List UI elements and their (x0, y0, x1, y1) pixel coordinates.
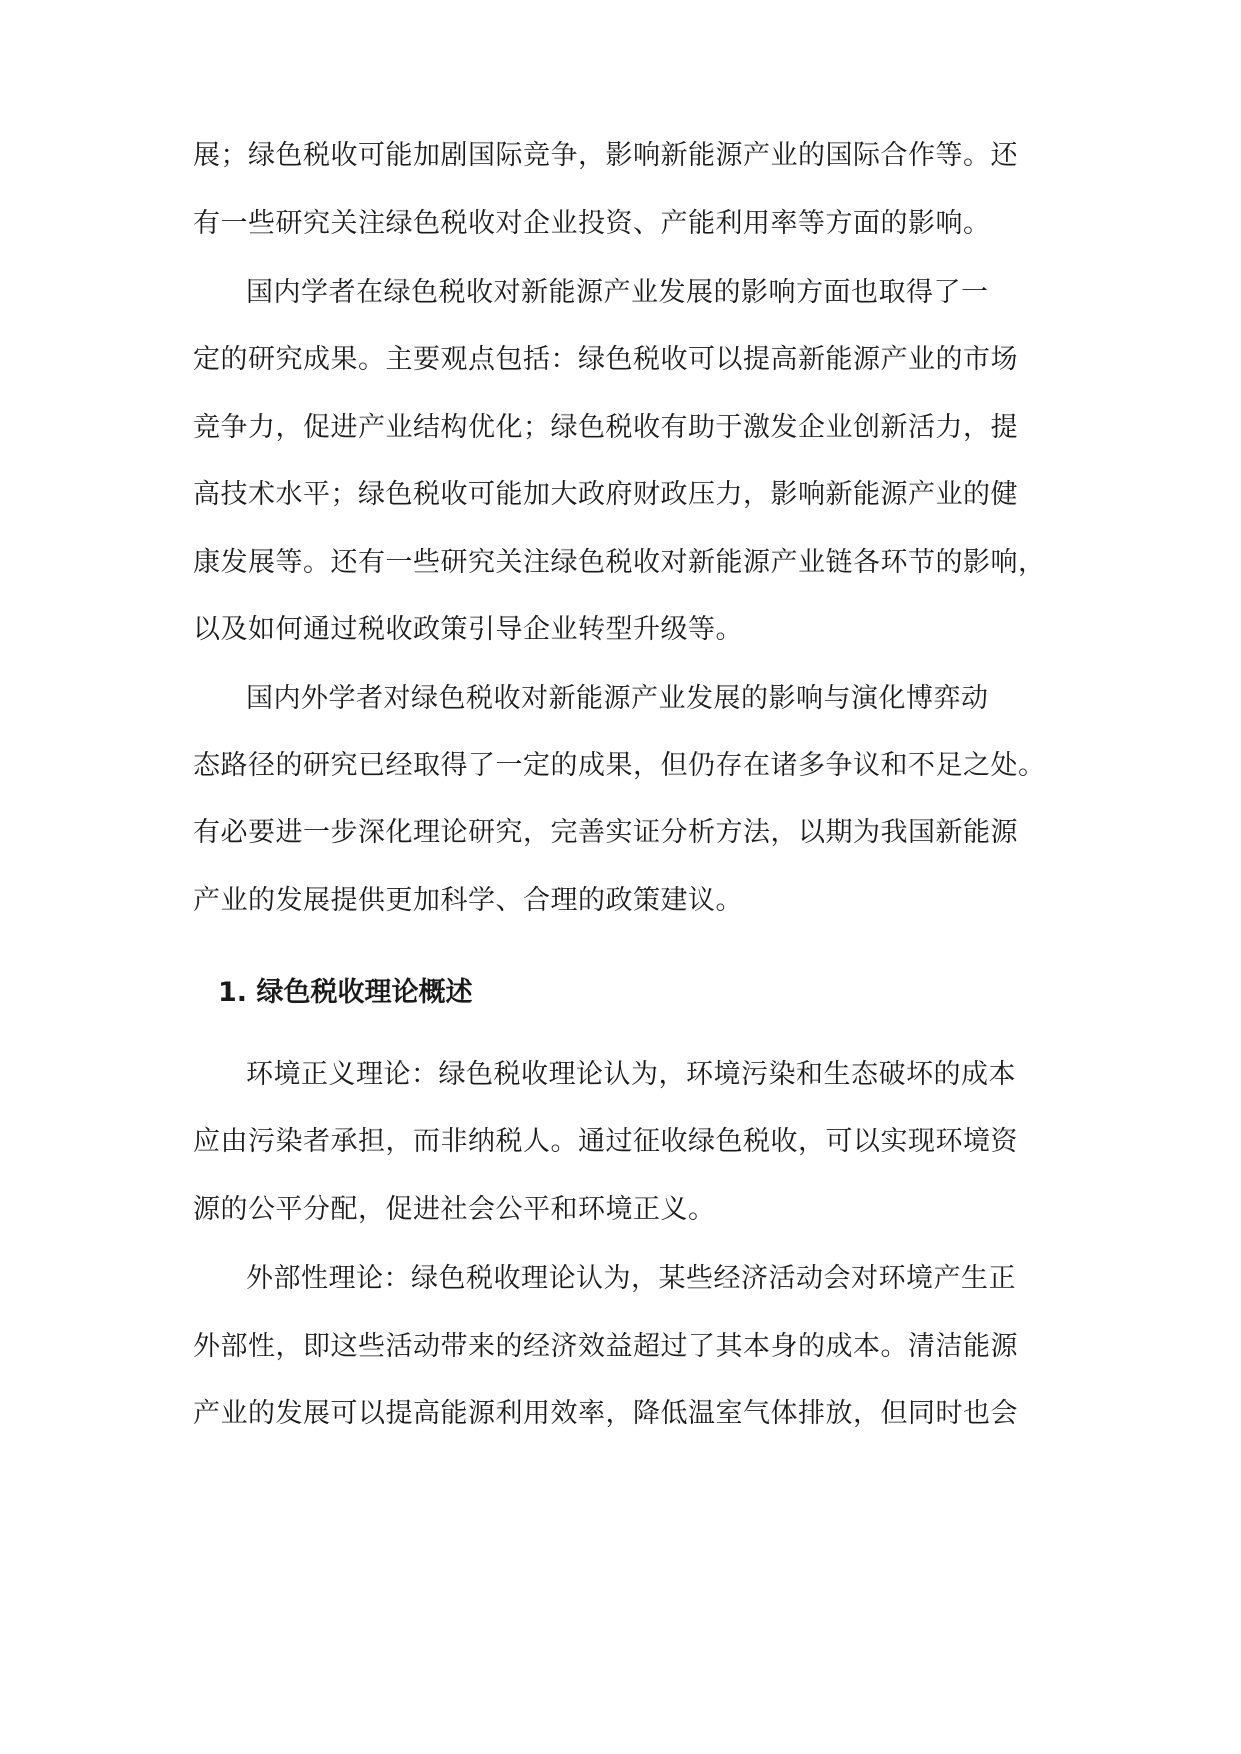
paragraph-line: 有必要进一步深化理论研究，完善实证分析方法，以期为我国新能源 (193, 817, 1018, 848)
paragraph-line: 定的研究成果。主要观点包括：绿色税收可以提高新能源产业的市场 (193, 344, 1018, 375)
paragraph-line: 有一些研究关注绿色税收对企业投资、产能利用率等方面的影响。 (193, 208, 991, 239)
paragraph-line: 产业的发展提供更加科学、合理的政策建议。 (193, 885, 743, 916)
paragraph-line: 高技术水平；绿色税收可能加大政府财政压力，影响新能源产业的健 (193, 479, 1018, 510)
paragraph-line: 源的公平分配，促进社会公平和环境正义。 (193, 1194, 716, 1225)
paragraph-line: 以及如何通过税收政策引导企业转型升级等。 (193, 614, 743, 645)
paragraph-line: 竞争力，促进产业结构优化；绿色税收有助于激发企业创新活力，提 (193, 412, 1018, 443)
paragraph-line: 态路径的研究已经取得了一定的成果，但仍存在诸多争议和不足之处。 (193, 750, 1046, 781)
paragraph-line: 环境正义理论：绿色税收理论认为，环境污染和生态破坏的成本 (246, 1059, 1016, 1090)
paragraph-line: 展；绿色税收可能加剧国际竞争，影响新能源产业的国际合作等。还 (193, 140, 1018, 171)
paragraph-line: 产业的发展可以提高能源利用效率，降低温室气体排放，但同时也会 (193, 1398, 1018, 1429)
paragraph-line: 国内学者在绿色税收对新能源产业发展的影响方面也取得了一 (246, 277, 989, 308)
paragraph-line: 外部性理论：绿色税收理论认为，某些经济活动会对环境产生正 (246, 1263, 1016, 1294)
section-heading: 1. 绿色税收理论概述 (218, 977, 473, 1008)
paragraph-line: 外部性，即这些活动带来的经济效益超过了其本身的成本。清洁能源 (193, 1331, 1018, 1362)
paragraph-line: 国内外学者对绿色税收对新能源产业发展的影响与演化博弈动 (246, 683, 989, 714)
paragraph-line: 康发展等。还有一些研究关注绿色税收对新能源产业链各环节的影响， (193, 547, 1046, 578)
paragraph-line: 应由污染者承担，而非纳税人。通过征收绿色税收，可以实现环境资 (193, 1126, 1018, 1157)
